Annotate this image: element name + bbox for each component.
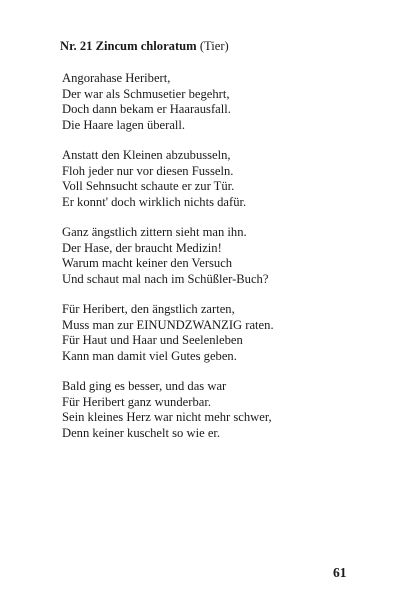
verse-line: Angorahase Heribert,	[62, 71, 171, 85]
stanza-3	[62, 225, 268, 287]
stanza-4	[62, 302, 274, 364]
poem-title	[60, 38, 229, 54]
verse-line: Muss man zur EINUNDZWANZIG raten.	[62, 317, 274, 332]
verse-line: Warum macht keiner den Versuch	[62, 256, 233, 271]
verse-line: Die Haare lagen überall.	[62, 117, 186, 132]
verse-line: Der war als Schmusetier begehrt,	[62, 86, 230, 101]
verse-line: Und schaut mal nach im Schüßler-Buch?	[62, 271, 269, 286]
verse-line: Für Haut und Haar und Seelenleben	[62, 333, 243, 348]
poem-title-remedy: Nr. 21 Zincum chloratum	[60, 39, 197, 53]
verse-line: Ganz ängstlich zittern sieht man ihn.	[62, 225, 247, 239]
stanza-5	[62, 379, 272, 441]
verse-line: Bald ging es besser, und das war	[62, 379, 227, 393]
poem-title-category: (Tier)	[196, 39, 229, 53]
stanza-2	[62, 148, 246, 210]
verse-line: Er konnt' doch wirklich nichts dafür.	[62, 194, 247, 209]
verse-line: Kann man damit viel Gutes geben.	[62, 348, 237, 363]
page-number: 61	[333, 565, 347, 580]
verse-line: Voll Sehnsucht schaute er zur Tür.	[62, 179, 235, 194]
verse-line: Floh jeder nur vor diesen Fusseln.	[62, 163, 234, 178]
verse-line: Für Heribert ganz wunderbar.	[62, 394, 211, 409]
verse-line: Für Heribert, den ängstlich zarten,	[62, 302, 235, 316]
verse-line: Anstatt den Kleinen abzubusseln,	[62, 148, 231, 162]
stanza-1	[62, 71, 231, 133]
verse-line: Sein kleines Herz war nicht mehr schwer,	[62, 410, 272, 425]
verse-line: Der Hase, der braucht Medizin!	[62, 240, 222, 255]
verse-line: Denn keiner kuschelt so wie er.	[62, 425, 221, 440]
verse-line: Doch dann bekam er Haarausfall.	[62, 102, 231, 117]
